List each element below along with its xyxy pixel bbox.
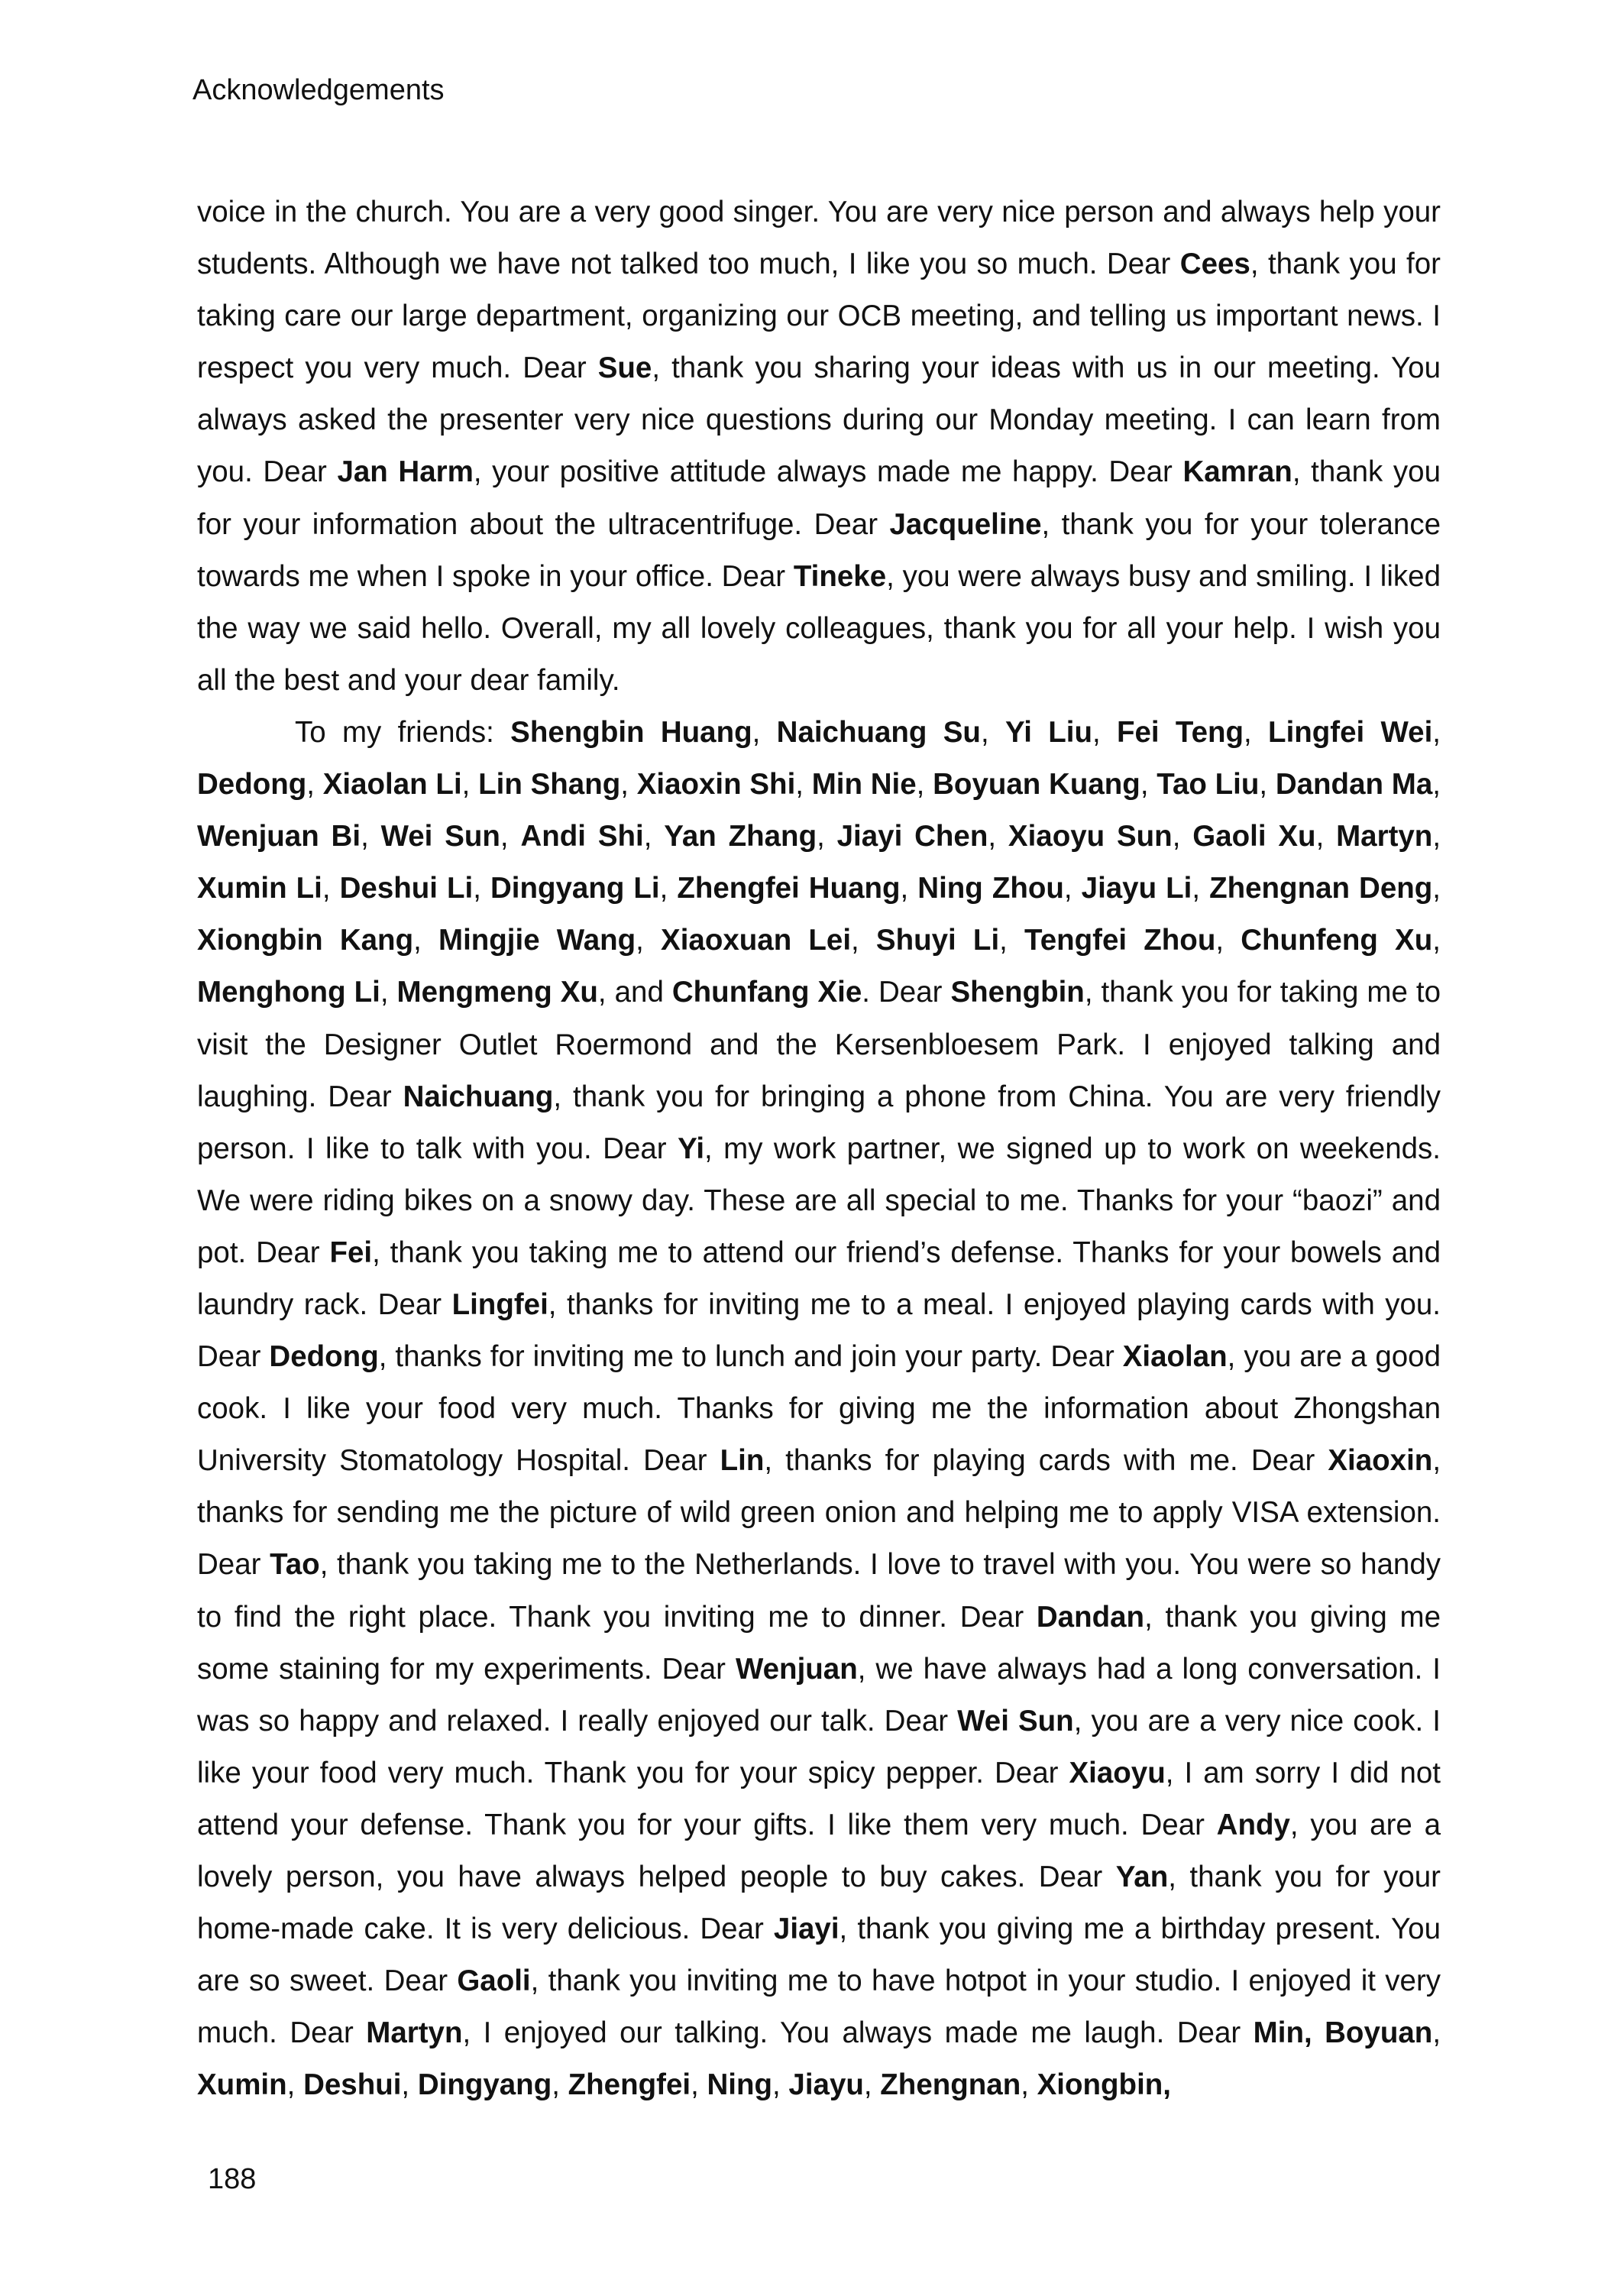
text-run: , thank you for your information about the ultracentrifuge. Dear [197, 455, 1441, 541]
text-run: , thank you giving me some staining for my experiments. Dear [197, 1600, 1441, 1686]
bold-name: Andy [1216, 1808, 1290, 1841]
bold-name: Tineke [793, 559, 887, 593]
text-run: , thank you taking me to attend our friend’s defense. Thanks for your bowels and laundry rack. Dear [197, 1236, 1441, 1321]
text-run: , [772, 2068, 789, 2102]
bold-name: Zhengfei Huang [677, 872, 901, 905]
bold-name: Andi Shi [520, 820, 644, 853]
bold-name: Dingyang Li [490, 872, 660, 905]
bold-name: Xiaoyu Sun [1008, 820, 1173, 853]
text-run: , [306, 768, 323, 802]
text-run: . Dear [862, 976, 951, 1009]
text-run: , [413, 924, 438, 957]
bold-name: Xiaoxin Shi [636, 768, 796, 802]
bold-name: Jiayi [773, 1912, 839, 1946]
text-run: , we have always had a long conversation. I was so happy and relaxed. I really enjoyed our talk. Dear [197, 1652, 1441, 1738]
bold-name: Xiaoyu [1069, 1756, 1166, 1789]
text-run: , thanks for playing cards with me. Dear [764, 1444, 1328, 1478]
text-run: , thank you giving me a birthday present. You are so sweet. Dear [197, 1912, 1441, 1998]
bold-name: Xiaoxuan Lei [661, 924, 852, 957]
bold-name: Xiaoxin [1328, 1444, 1433, 1478]
bold-name: Yan Zhang [664, 820, 817, 853]
text-run: , [552, 2068, 568, 2102]
bold-name: Lingfei [451, 1287, 548, 1321]
bold-name: Yi [678, 1132, 705, 1165]
text-run: , [1432, 924, 1441, 957]
bold-name: Lingfei Wei [1268, 715, 1433, 749]
bold-name: Boyuan Kuang [933, 768, 1140, 802]
bold-name: Xumin Li [197, 872, 322, 905]
bold-name: Chunfang Xie [671, 976, 862, 1009]
paragraph [197, 186, 1441, 707]
bold-name: Gaoli [457, 1964, 531, 1998]
text-run: , [500, 820, 521, 853]
bold-name: Zhengfei [568, 2068, 691, 2102]
bold-name: Ning Zhou [917, 872, 1064, 905]
text-run: , [361, 820, 381, 853]
bold-name: Kamran [1182, 455, 1292, 489]
text-run: , [1140, 768, 1157, 802]
bold-name: Zhengnan Deng [1209, 872, 1433, 905]
bold-name: Fei [329, 1236, 373, 1269]
bold-name: Sue [597, 351, 652, 385]
text-run: , [1244, 715, 1269, 749]
text-run: , [1432, 872, 1441, 905]
bold-name: Dandan [1036, 1600, 1145, 1634]
text-run: , [1259, 768, 1276, 802]
bold-name: Wei Sun [957, 1704, 1074, 1738]
bold-name: Cees [1179, 248, 1250, 281]
text-run: , [286, 2068, 304, 2102]
text-run: , you are a lovely person, you have always helped people to buy cakes. Dear [197, 1808, 1441, 1893]
bold-name: Deshui [303, 2068, 402, 2102]
text-run: , thanks for inviting me to lunch and join your party. Dear [378, 1340, 1123, 1374]
bold-name: Xiaolan Li [322, 768, 462, 802]
text-run: , [643, 820, 665, 853]
text-run: , [461, 768, 479, 802]
text-run: , [900, 872, 918, 905]
text-run: , thank you for taking me to visit the Designer Outlet Roermond and the Kersenbloesem Park. I enjoyed talking and laughing. Dear [197, 976, 1441, 1113]
bold-name: Xiongbin Kang [197, 924, 414, 957]
bold-name: Naichuang Su [776, 715, 981, 749]
text-run: , thank you for taking care our large department, organizing our OCB meeting, and telling us important news. I respect you very much. Dear [197, 248, 1441, 385]
bold-name: Gaoli Xu [1192, 820, 1316, 853]
text-run: To my friends: [295, 715, 511, 749]
bold-name: Jacqueline [889, 507, 1042, 541]
text-run: , [322, 872, 340, 905]
text-run: , [1021, 2068, 1037, 2102]
bold-name: Jan Harm [337, 455, 474, 489]
text-run: , [988, 820, 1008, 853]
text-run: , and [597, 976, 672, 1009]
text-run: , [636, 924, 662, 957]
bold-name: Min, Boyuan [1253, 2016, 1433, 2050]
bold-name: Martyn [366, 2016, 463, 2050]
text-run: , [980, 715, 1005, 749]
bold-name: Dandan Ma [1275, 768, 1433, 802]
bold-name: Tao [270, 1548, 320, 1582]
bold-name: Menghong Li [197, 976, 380, 1009]
text-run: , [1215, 924, 1241, 957]
text-run: , [817, 820, 837, 853]
text-run: , [863, 2068, 881, 2102]
text-run: , [1063, 872, 1082, 905]
text-run: , thanks for sending me the picture of wild green onion and helping me to apply VISA extension. Dear [197, 1444, 1441, 1582]
text-run: , [1432, 715, 1441, 749]
paragraph [197, 707, 1441, 2112]
bold-name: Xiaolan [1122, 1340, 1228, 1374]
bold-name: Chunfeng Xu [1241, 924, 1433, 957]
text-run: , [999, 924, 1025, 957]
text-run: , [752, 715, 777, 749]
bold-name: Tao Liu [1157, 768, 1260, 802]
text-run: , [401, 2068, 418, 2102]
text-run: , your positive attitude always made me happy. Dear [473, 455, 1183, 489]
bold-name: Dedong [269, 1340, 379, 1374]
text-run: , you are a good cook. I like your food very much. Thanks for giving me the information about Zhongshan University Stomatology Hospital. Dear [197, 1340, 1441, 1478]
text-run: , [691, 2068, 707, 2102]
bold-name: Dedong [197, 768, 307, 802]
text-run: , [1315, 820, 1337, 853]
text-run: , [795, 768, 812, 802]
running-header: Acknowledgements [192, 74, 445, 106]
bold-name: Martyn [1336, 820, 1433, 853]
bold-name: Min Nie [811, 768, 917, 802]
bold-name: Xiongbin, [1037, 2068, 1171, 2102]
text-run: , thank you inviting me to have hotpot in your studio. I enjoyed it very much. Dear [197, 1964, 1441, 2050]
text-run: , [1432, 768, 1441, 802]
body-text [197, 186, 1441, 2111]
bold-name: Shengbin Huang [510, 715, 752, 749]
text-run: , thank you taking me to the Netherlands. I love to travel with you. You were so handy to find the right place. Thank you inviting me to dinner. Dear [197, 1548, 1441, 1634]
bold-name: Deshui Li [339, 872, 474, 905]
text-run: voice in the church. You are a very good singer. You are very nice person and always help your students. Although we have not talked too much, I like you so much. Dear [197, 196, 1441, 281]
text-run: , thank you for your home-made cake. It is very delicious. Dear [197, 1861, 1441, 1946]
text-run: , thank you for your tolerance towards me when I spoke in your office. Dear [197, 507, 1441, 593]
text-run: , [1092, 715, 1117, 749]
text-run: , [1192, 872, 1210, 905]
bold-name: Yi Liu [1004, 715, 1092, 749]
text-run: , you are a very nice cook. I like your food very much. Thank you for your spicy pepper. Dear [197, 1704, 1441, 1789]
page-number: 188 [208, 2163, 257, 2195]
bold-name: Wei Sun [380, 820, 500, 853]
bold-name: Jiayu Li [1081, 872, 1192, 905]
bold-name: Wenjuan Bi [197, 820, 361, 853]
bold-name: Mingjie Wang [438, 924, 636, 957]
text-run: , I am sorry I did not attend your defense. Thank you for your gifts. I like them very much. Dear [197, 1756, 1441, 1841]
bold-name: Zhengnan [880, 2068, 1021, 2102]
text-run: , I enjoyed our talking. You always made me laugh. Dear [462, 2016, 1254, 2050]
text-run: , [1432, 2016, 1441, 2050]
text-run: , [916, 768, 933, 802]
bold-name: Dingyang [417, 2068, 552, 2102]
text-run: , thank you for bringing a phone from China. You are very friendly person. I like to talk with you. Dear [197, 1080, 1441, 1165]
bold-name: Naichuang [403, 1080, 554, 1113]
bold-name: Mengmeng Xu [396, 976, 598, 1009]
bold-name: Tengfei Zhou [1024, 924, 1216, 957]
bold-name: Jiayi Chen [836, 820, 988, 853]
text-run: , [473, 872, 490, 905]
bold-name: Wenjuan [736, 1652, 858, 1686]
bold-name: Yan [1115, 1861, 1169, 1893]
text-run: , [380, 976, 397, 1009]
text-run: , you were always busy and smiling. I liked the way we said hello. Overall, my all lovely colleagues, thank you for all your help. I wish you all the best and your dear family. [197, 559, 1441, 697]
bold-name: Jiayu [788, 2068, 864, 2102]
text-run: , thanks for inviting me to a meal. I enjoyed playing cards with you. Dear [197, 1287, 1441, 1374]
text-run: , my work partner, we signed up to work on weekends. We were riding bikes on a snowy day. These are all special to me. Thanks for your “baozi” and pot. Dear [197, 1132, 1441, 1269]
text-run: , [851, 924, 876, 957]
bold-name: Fei Teng [1116, 715, 1244, 749]
text-run: , [1432, 820, 1441, 853]
bold-name: Ning [707, 2068, 773, 2102]
bold-name: Shuyi Li [875, 924, 1000, 957]
text-run: , [1172, 820, 1193, 853]
text-run: , thank you sharing your ideas with us in our meeting. You always asked the presenter very nice questions during our Monday meeting. I can learn from you. Dear [197, 351, 1441, 489]
bold-name: Lin Shang [478, 768, 621, 802]
text-run: , [659, 872, 678, 905]
bold-name: Shengbin [950, 976, 1085, 1009]
text-run: , [620, 768, 637, 802]
bold-name: Xumin [197, 2068, 287, 2102]
bold-name: Lin [720, 1444, 765, 1478]
